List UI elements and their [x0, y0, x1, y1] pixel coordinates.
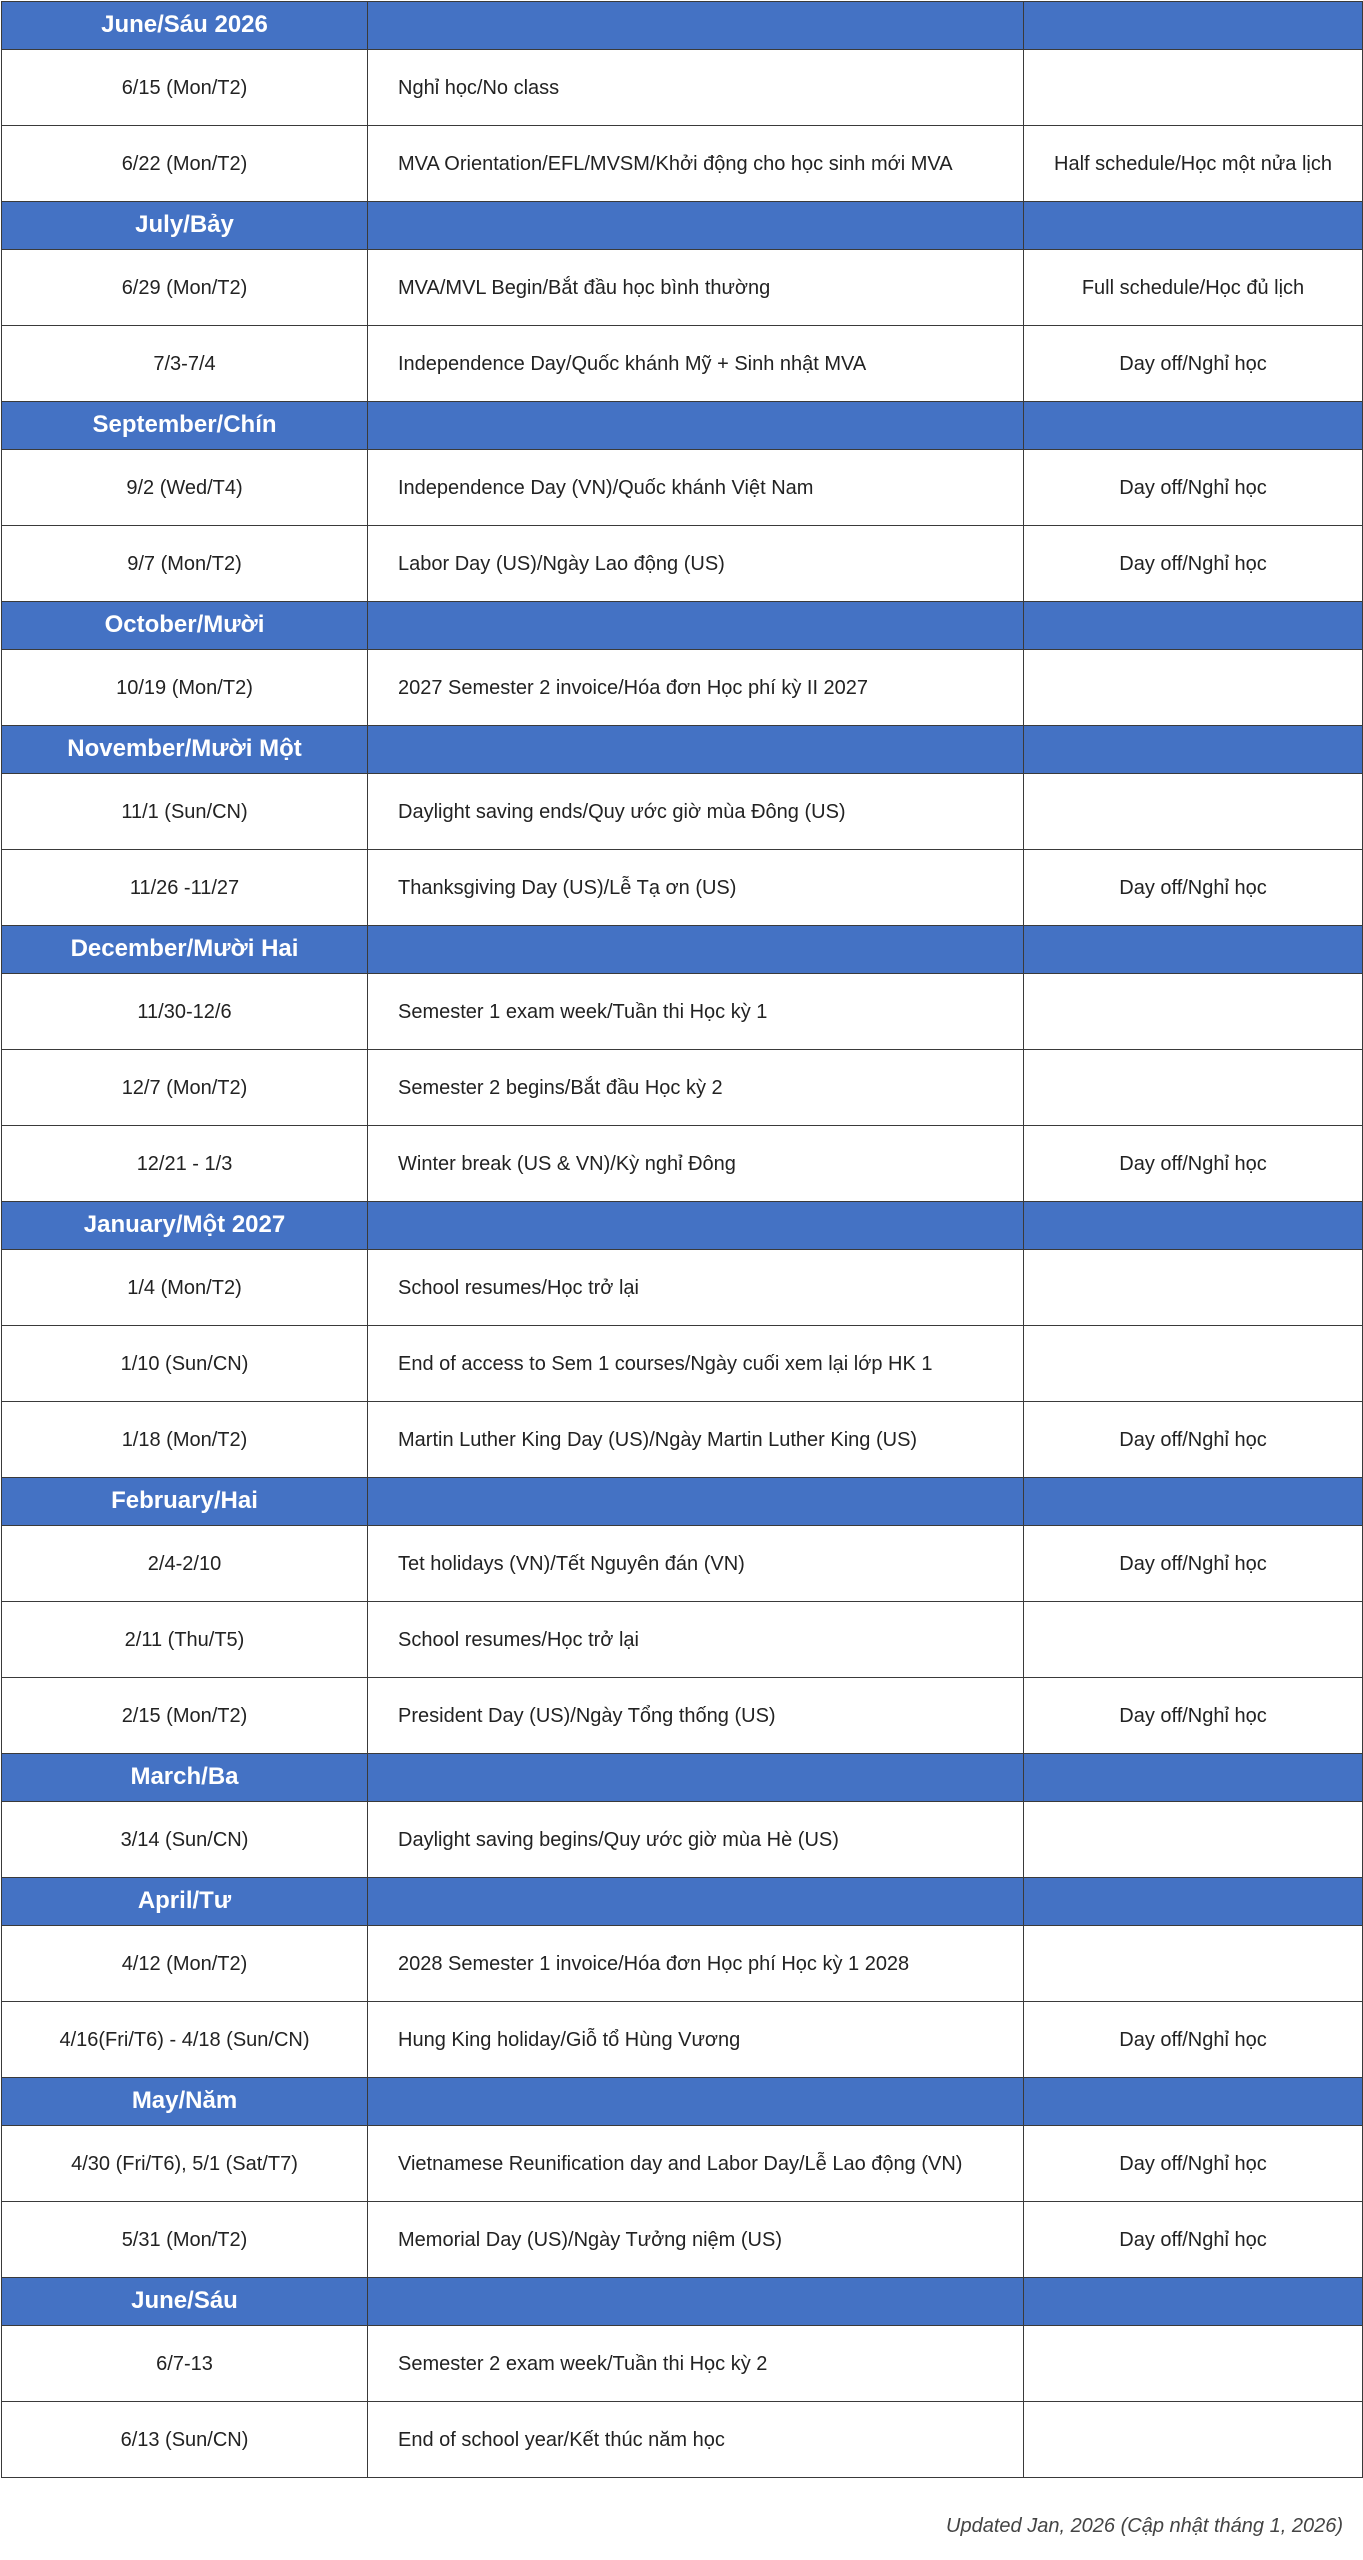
month-title: October/Mười [2, 602, 368, 650]
month-title: February/Hai [2, 1478, 368, 1526]
month-header-blank-cell [1024, 202, 1363, 250]
event-description-cell: End of school year/Kết thúc năm học [368, 2402, 1024, 2478]
event-description-cell: Semester 1 exam week/Tuần thi Học kỳ 1 [368, 974, 1024, 1050]
table-row [2, 650, 1363, 726]
event-description-cell: Winter break (US & VN)/Kỳ nghỉ Đông [368, 1126, 1024, 1202]
event-description-cell: School resumes/Học trở lại [368, 1602, 1024, 1678]
event-description-cell: 2028 Semester 1 invoice/Hóa đơn Học phí Học kỳ 1 2028 [368, 1926, 1024, 2002]
event-description-cell: Independence Day/Quốc khánh Mỹ + Sinh nhật MVA [368, 326, 1024, 402]
event-description-cell: Vietnamese Reunification day and Labor Day/Lễ Lao động (VN) [368, 2126, 1024, 2202]
event-description-cell: Nghỉ học/No class [368, 50, 1024, 126]
month-title: May/Năm [2, 2078, 368, 2126]
month-header-blank-cell [368, 2278, 1024, 2326]
table-row [2, 1602, 1363, 1678]
table-row [2, 1050, 1363, 1126]
event-date-cell: 6/15 (Mon/T2) [2, 50, 368, 126]
month-header-blank-cell [368, 402, 1024, 450]
event-description-cell: President Day (US)/Ngày Tổng thống (US) [368, 1678, 1024, 1754]
month-header-blank-cell [368, 1878, 1024, 1926]
table-row [2, 774, 1363, 850]
event-date-cell: 4/30 (Fri/T6), 5/1 (Sat/T7) [2, 2126, 368, 2202]
school-calendar-table [1, 1, 1363, 2478]
event-description-cell: Daylight saving begins/Quy ước giờ mùa Hè (US) [368, 1802, 1024, 1878]
month-header-blank-cell [1024, 2278, 1363, 2326]
event-description-cell: Thanksgiving Day (US)/Lễ Tạ ơn (US) [368, 850, 1024, 926]
event-date-cell: 9/2 (Wed/T4) [2, 450, 368, 526]
table-row [2, 2002, 1363, 2078]
table-row [2, 250, 1363, 326]
table-row [2, 1926, 1363, 2002]
event-status-cell [1024, 1802, 1363, 1878]
event-status-cell [1024, 1050, 1363, 1126]
event-date-cell: 6/13 (Sun/CN) [2, 2402, 368, 2478]
table-row [2, 126, 1363, 202]
event-description-cell: MVA/MVL Begin/Bắt đầu học bình thường [368, 250, 1024, 326]
month-header-blank-cell [1024, 2, 1363, 50]
month-header-row [2, 602, 1363, 650]
table-row [2, 1402, 1363, 1478]
month-title: March/Ba [2, 1754, 368, 1802]
table-row [2, 850, 1363, 926]
event-status-cell: Day off/Nghỉ học [1024, 2202, 1363, 2278]
month-header-blank-cell [1024, 1478, 1363, 1526]
event-status-cell: Day off/Nghỉ học [1024, 450, 1363, 526]
event-date-cell: 4/16(Fri/T6) - 4/18 (Sun/CN) [2, 2002, 368, 2078]
month-header-blank-cell [1024, 402, 1363, 450]
month-header-blank-cell [368, 202, 1024, 250]
event-status-cell [1024, 650, 1363, 726]
event-status-cell: Full schedule/Học đủ lịch [1024, 250, 1363, 326]
event-status-cell: Day off/Nghỉ học [1024, 1126, 1363, 1202]
event-status-cell: Day off/Nghỉ học [1024, 850, 1363, 926]
event-date-cell: 6/7-13 [2, 2326, 368, 2402]
month-title: June/Sáu [2, 2278, 368, 2326]
event-date-cell: 2/15 (Mon/T2) [2, 1678, 368, 1754]
month-header-blank-cell [368, 2078, 1024, 2126]
month-title: September/Chín [2, 402, 368, 450]
month-header-blank-cell [368, 602, 1024, 650]
month-header-blank-cell [368, 2, 1024, 50]
event-date-cell: 1/4 (Mon/T2) [2, 1250, 368, 1326]
event-date-cell: 12/21 - 1/3 [2, 1126, 368, 1202]
event-date-cell: 1/10 (Sun/CN) [2, 1326, 368, 1402]
event-date-cell: 6/22 (Mon/T2) [2, 126, 368, 202]
event-description-cell: School resumes/Học trở lại [368, 1250, 1024, 1326]
month-title: June/Sáu 2026 [2, 2, 368, 50]
event-description-cell: Memorial Day (US)/Ngày Tưởng niệm (US) [368, 2202, 1024, 2278]
event-date-cell: 5/31 (Mon/T2) [2, 2202, 368, 2278]
event-date-cell: 10/19 (Mon/T2) [2, 650, 368, 726]
table-row [2, 1678, 1363, 1754]
month-header-blank-cell [1024, 1202, 1363, 1250]
event-status-cell: Half schedule/Học một nửa lịch [1024, 126, 1363, 202]
table-row [2, 2126, 1363, 2202]
month-header-row [2, 2278, 1363, 2326]
event-date-cell: 2/11 (Thu/T5) [2, 1602, 368, 1678]
month-title: April/Tư [2, 1878, 368, 1926]
event-date-cell: 6/29 (Mon/T2) [2, 250, 368, 326]
event-date-cell: 1/18 (Mon/T2) [2, 1402, 368, 1478]
table-row [2, 1326, 1363, 1402]
event-description-cell: Martin Luther King Day (US)/Ngày Martin Luther King (US) [368, 1402, 1024, 1478]
table-row [2, 1802, 1363, 1878]
updated-note: Updated Jan, 2026 (Cập nhật tháng 1, 2026) [946, 2515, 1343, 2537]
event-status-cell: Day off/Nghỉ học [1024, 526, 1363, 602]
table-row [2, 450, 1363, 526]
month-header-blank-cell [368, 1202, 1024, 1250]
event-date-cell: 7/3-7/4 [2, 326, 368, 402]
table-row [2, 50, 1363, 126]
event-date-cell: 11/1 (Sun/CN) [2, 774, 368, 850]
event-date-cell: 3/14 (Sun/CN) [2, 1802, 368, 1878]
month-header-blank-cell [1024, 1754, 1363, 1802]
month-header-blank-cell [1024, 726, 1363, 774]
table-row [2, 526, 1363, 602]
event-status-cell [1024, 1250, 1363, 1326]
event-description-cell: Daylight saving ends/Quy ước giờ mùa Đông (US) [368, 774, 1024, 850]
month-header-row [2, 1478, 1363, 1526]
event-status-cell [1024, 1926, 1363, 2002]
table-row [2, 1126, 1363, 1202]
event-status-cell [1024, 2326, 1363, 2402]
event-status-cell [1024, 1326, 1363, 1402]
event-description-cell: Semester 2 exam week/Tuần thi Học kỳ 2 [368, 2326, 1024, 2402]
month-header-blank-cell [1024, 926, 1363, 974]
month-title: July/Bảy [2, 202, 368, 250]
month-header-row [2, 726, 1363, 774]
event-description-cell: MVA Orientation/EFL/MVSM/Khởi động cho học sinh mới MVA [368, 126, 1024, 202]
event-status-cell: Day off/Nghỉ học [1024, 2126, 1363, 2202]
event-status-cell [1024, 50, 1363, 126]
month-header-row [2, 1754, 1363, 1802]
month-header-blank-cell [368, 926, 1024, 974]
event-status-cell [1024, 2402, 1363, 2478]
month-header-blank-cell [1024, 1878, 1363, 1926]
table-row [2, 2326, 1363, 2402]
event-description-cell: Labor Day (US)/Ngày Lao động (US) [368, 526, 1024, 602]
month-header-row [2, 926, 1363, 974]
table-row [2, 2202, 1363, 2278]
table-row [2, 1526, 1363, 1602]
month-header-row [2, 1878, 1363, 1926]
table-row [2, 974, 1363, 1050]
month-title: November/Mười Một [2, 726, 368, 774]
event-status-cell: Day off/Nghỉ học [1024, 1678, 1363, 1754]
event-status-cell: Day off/Nghỉ học [1024, 1526, 1363, 1602]
table-row [2, 326, 1363, 402]
month-header-row [2, 202, 1363, 250]
month-header-row [2, 1202, 1363, 1250]
event-status-cell: Day off/Nghỉ học [1024, 1402, 1363, 1478]
event-status-cell [1024, 974, 1363, 1050]
event-date-cell: 9/7 (Mon/T2) [2, 526, 368, 602]
table-row [2, 1250, 1363, 1326]
event-date-cell: 11/30-12/6 [2, 974, 368, 1050]
month-header-blank-cell [1024, 602, 1363, 650]
event-date-cell: 4/12 (Mon/T2) [2, 1926, 368, 2002]
month-header-blank-cell [368, 1754, 1024, 1802]
event-date-cell: 12/7 (Mon/T2) [2, 1050, 368, 1126]
month-header-row [2, 2, 1363, 50]
month-header-blank-cell [1024, 2078, 1363, 2126]
event-description-cell: End of access to Sem 1 courses/Ngày cuối xem lại lớp HK 1 [368, 1326, 1024, 1402]
event-description-cell: Hung King holiday/Giỗ tổ Hùng Vương [368, 2002, 1024, 2078]
event-description-cell: Semester 2 begins/Bắt đầu Học kỳ 2 [368, 1050, 1024, 1126]
month-header-row [2, 2078, 1363, 2126]
event-description-cell: 2027 Semester 2 invoice/Hóa đơn Học phí kỳ II 2027 [368, 650, 1024, 726]
month-title: December/Mười Hai [2, 926, 368, 974]
event-status-cell [1024, 774, 1363, 850]
calendar-body [2, 2, 1363, 2478]
event-description-cell: Tet holidays (VN)/Tết Nguyên đán (VN) [368, 1526, 1024, 1602]
month-header-blank-cell [368, 1478, 1024, 1526]
event-description-cell: Independence Day (VN)/Quốc khánh Việt Nam [368, 450, 1024, 526]
table-row [2, 2402, 1363, 2478]
month-title: January/Một 2027 [2, 1202, 368, 1250]
event-date-cell: 2/4-2/10 [2, 1526, 368, 1602]
month-header-row [2, 402, 1363, 450]
event-status-cell: Day off/Nghỉ học [1024, 326, 1363, 402]
event-status-cell [1024, 1602, 1363, 1678]
month-header-blank-cell [368, 726, 1024, 774]
event-status-cell: Day off/Nghỉ học [1024, 2002, 1363, 2078]
event-date-cell: 11/26 -11/27 [2, 850, 368, 926]
